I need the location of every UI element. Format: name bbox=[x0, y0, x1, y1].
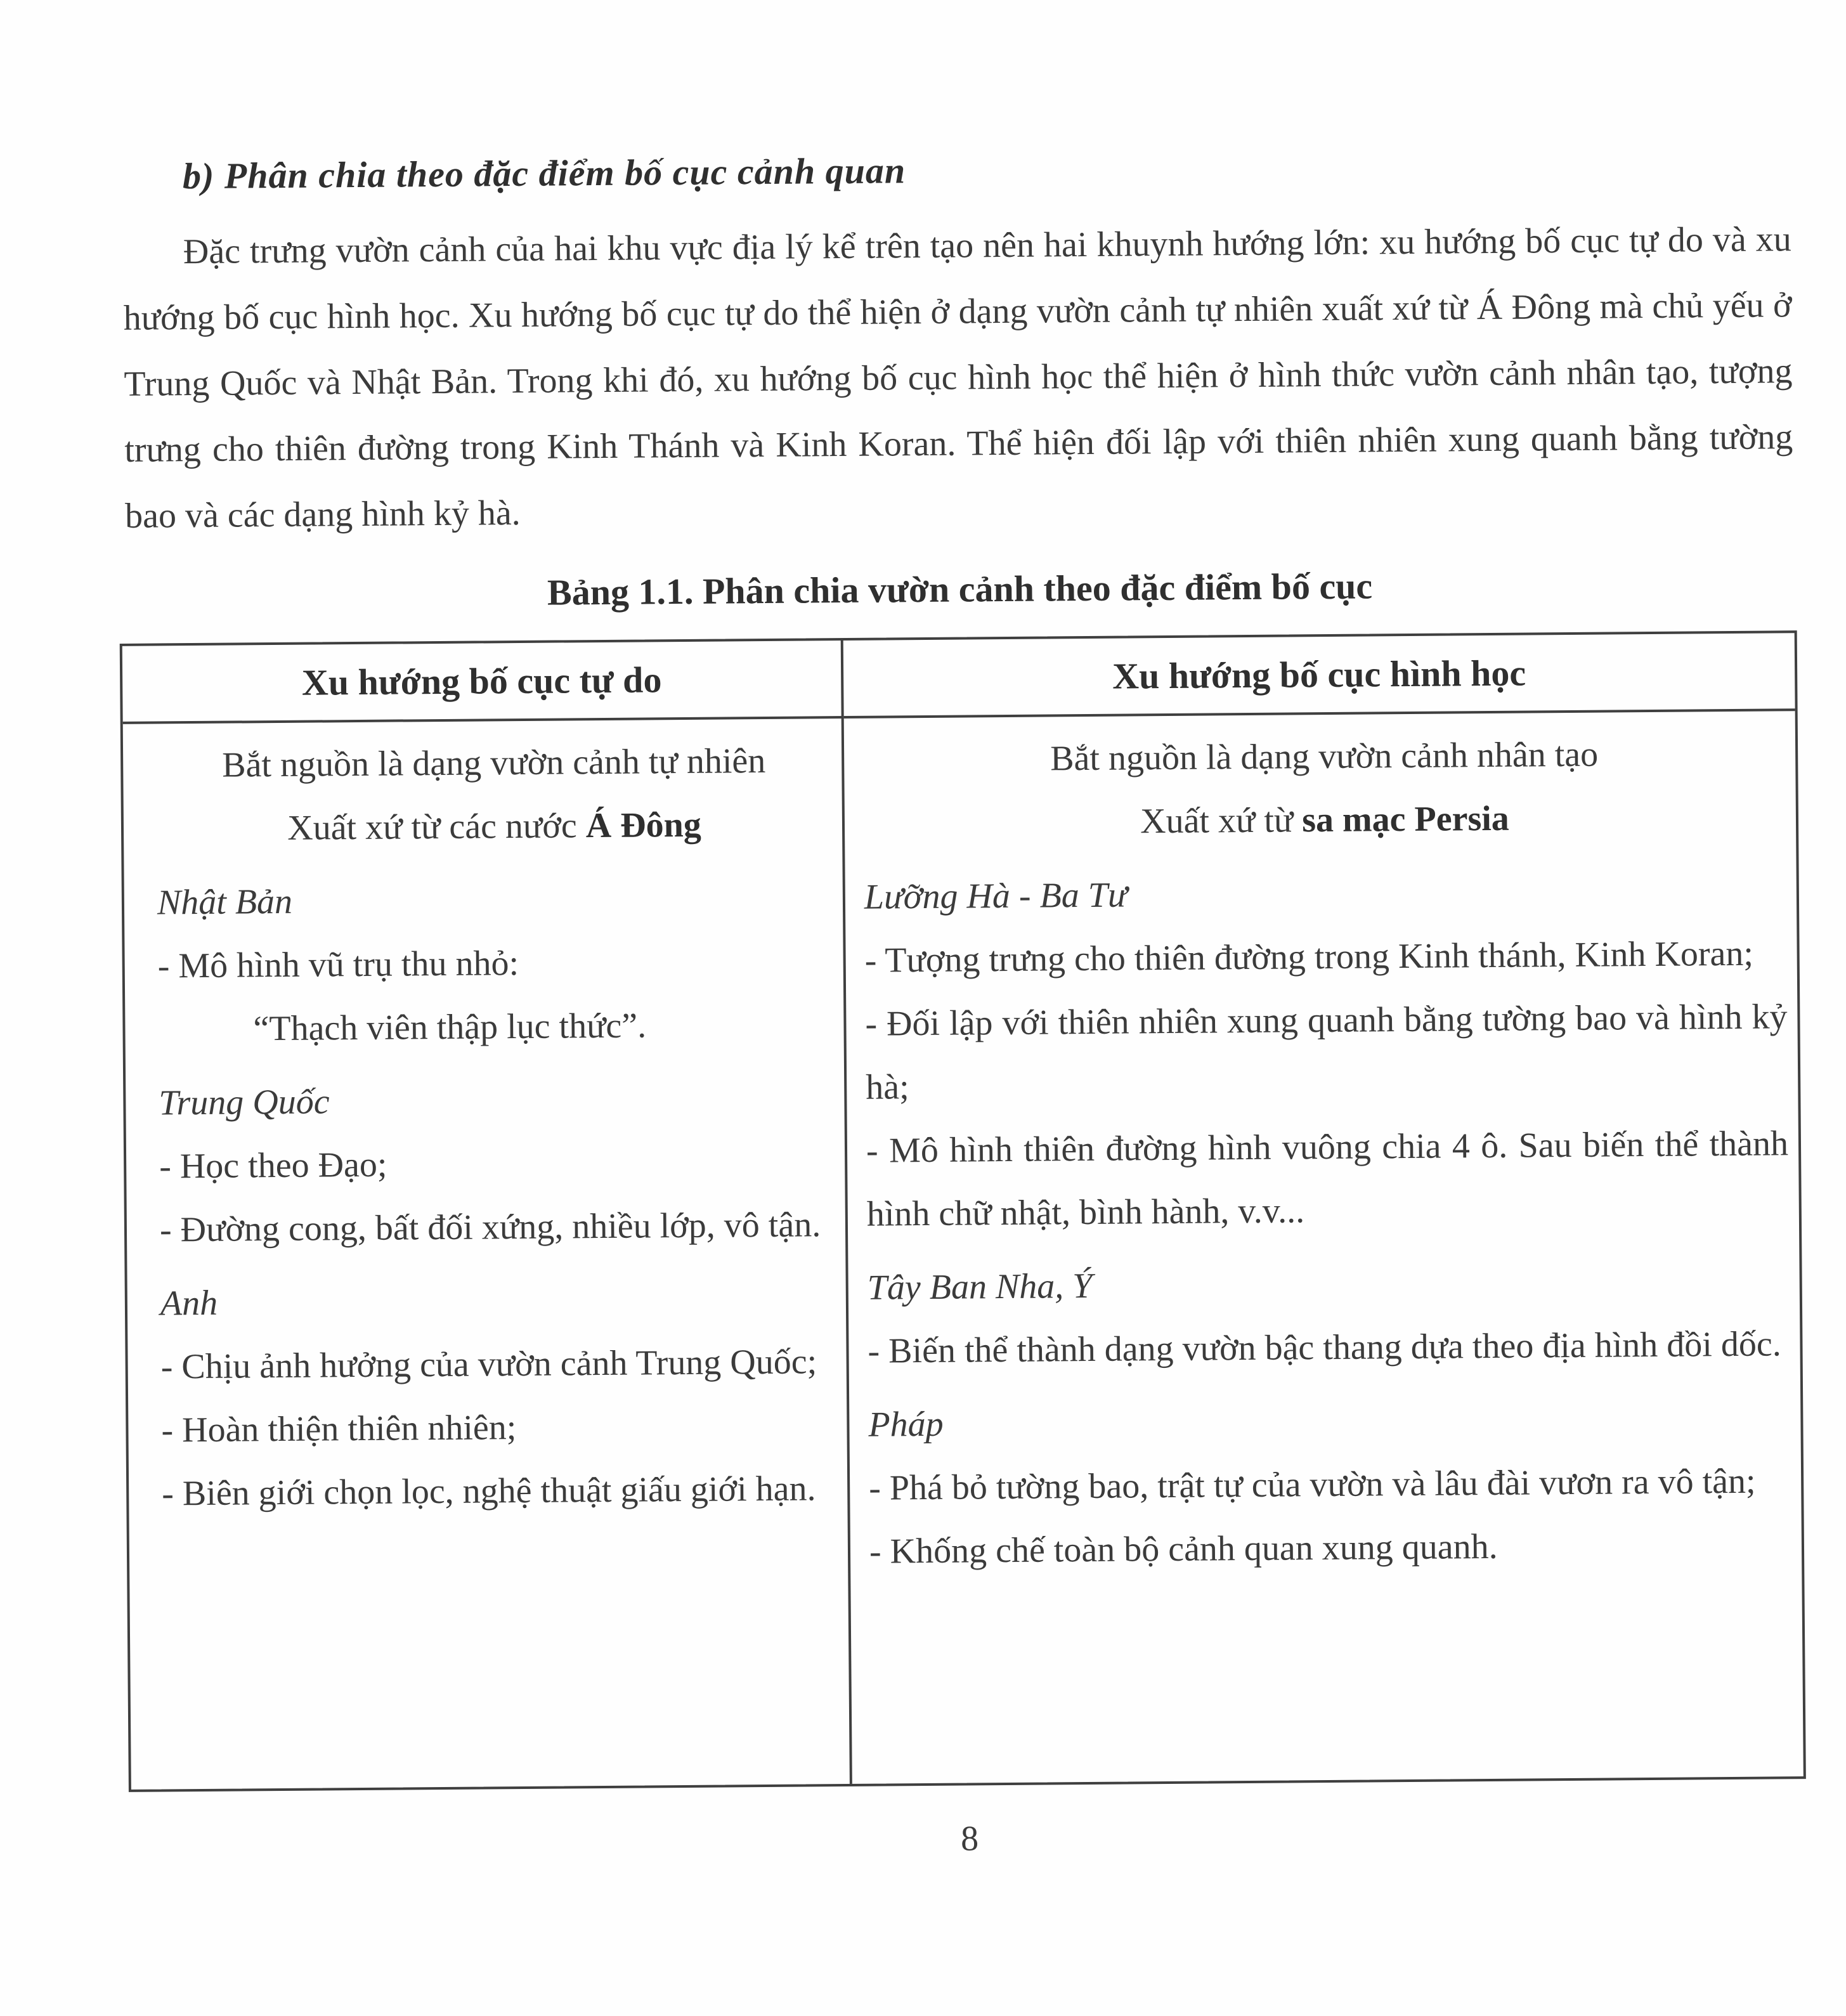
bullet-item: - Đường cong, bất đối xứng, nhiều lớp, vô tận. bbox=[159, 1205, 821, 1250]
bullet-item: - Đối lập với thiên nhiên xung quanh bằng tường bao và hình kỷ hà; bbox=[865, 997, 1788, 1107]
country-label-france: Pháp bbox=[868, 1404, 944, 1445]
bullet-item: - Phá bỏ tường bao, trật tự của vườn và lâu đài vươn ra vô tận; bbox=[868, 1461, 1756, 1508]
origin-line: Bắt nguồn là dạng vườn cảnh nhân tạo bbox=[1050, 734, 1599, 779]
table-header-free-layout: Xu hướng bố cục tự do bbox=[122, 641, 844, 724]
source-bold: Á Đông bbox=[585, 805, 702, 846]
section-heading: b) Phân chia theo đặc điểm bố cục cảnh quan bbox=[182, 150, 906, 197]
source-line bbox=[864, 784, 1786, 855]
bullet-item: - Học theo Đạo; bbox=[159, 1145, 387, 1187]
comparison-table bbox=[120, 630, 1806, 1792]
source-line bbox=[157, 792, 833, 861]
bullet-item: - Biến thể thành dạng vườn bậc thang dựa theo địa hình đồi dốc. bbox=[868, 1324, 1781, 1371]
source-prefix: Xuất xứ từ các nước bbox=[287, 806, 586, 848]
bullet-item: - Khống chế toàn bộ cảnh quan xung quanh. bbox=[869, 1526, 1498, 1571]
table-cell-free-layout bbox=[123, 719, 852, 1790]
source-bold: sa mạc Persia bbox=[1301, 798, 1510, 840]
country-label-china: Trung Quốc bbox=[159, 1082, 330, 1123]
bullet-item: - Chịu ảnh hưởng của vườn cảnh Trung Quốc; bbox=[160, 1342, 817, 1387]
intro-paragraph: Đặc trưng vườn cảnh của hai khu vực địa lý kể trên tạo nên hai khuynh hướng lớn: xu hướng bố cục tự do và xu hướng bố cục hình học. Xu hướng bố cục tự do thể hiện ở dạng vườn cảnh tự nhiên xuất xứ từ Á Đông mà chủ yếu ở Trung Quốc và Nhật Bản. Trong khi đó, xu hướng bố cục hình học thể hiện ở hình thức vườn cảnh nhân tạo, tượng trưng cho thiên đường trong Kinh Thánh và Kinh Koran. Thể hiện đối lập với thiên nhiên xung quanh bằng tường bao và các dạng hình kỷ hà. bbox=[123, 219, 1793, 536]
country-label-spain-italy: Tây Ban Nha, Ý bbox=[867, 1266, 1093, 1308]
bullet-item: - Mô hình thiên đường hình vuông chia 4 ô. Sau biến thể thành hình chữ nhật, bình hành, v.v... bbox=[866, 1124, 1789, 1234]
country-label-japan: Nhật Bản bbox=[157, 881, 293, 923]
country-label-mesopotamia-persia: Lưỡng Hà - Ba Tư bbox=[864, 875, 1128, 917]
bullet-item: - Hoàn thiện thiên nhiên; bbox=[161, 1408, 517, 1450]
table-header-geometric-layout: Xu hướng bố cục hình học bbox=[843, 633, 1795, 719]
table-caption: Bảng 1.1. Phân chia vườn cảnh theo đặc điểm bố cục bbox=[547, 565, 1373, 613]
source-prefix: Xuất xứ từ bbox=[1140, 800, 1303, 842]
origin-line: Bắt nguồn là dạng vườn cảnh tự nhiên bbox=[221, 741, 766, 785]
bullet-item: - Biên giới chọn lọc, nghệ thuật giấu giới hạn. bbox=[162, 1469, 816, 1514]
bullet-item: - Mô hình vũ trụ thu nhỏ: bbox=[157, 944, 519, 986]
page-number: 8 bbox=[960, 1819, 979, 1859]
table-cell-geometric-layout bbox=[844, 711, 1804, 1784]
bullet-item: - Tượng trưng cho thiên đường trong Kinh thánh, Kinh Koran; bbox=[864, 933, 1754, 980]
quote-line: “Thạch viên thập lục thức”. bbox=[253, 1006, 647, 1049]
country-label-england: Anh bbox=[160, 1283, 218, 1323]
